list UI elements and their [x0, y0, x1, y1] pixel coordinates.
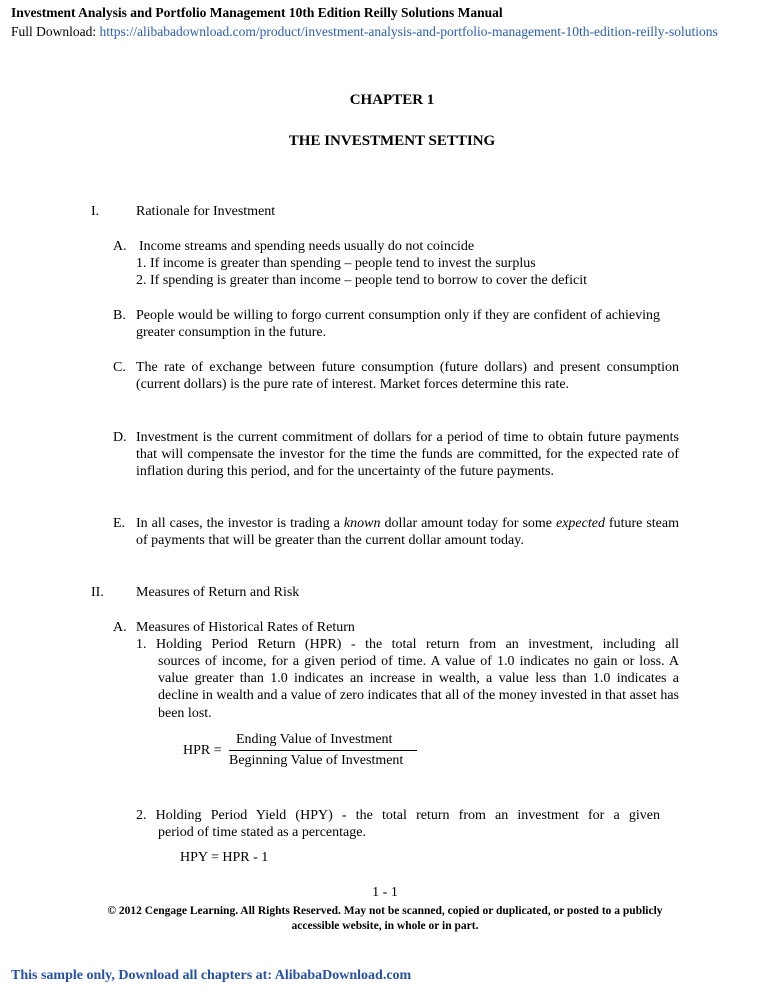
- item-e-text-part-3: future steam of payments that will be greater than the current dollar amount today.: [136, 516, 679, 549]
- sample-download-note[interactable]: This sample only, Download all chapters at: AlibabaDownload.com: [11, 968, 412, 983]
- item-e-label: E.: [113, 516, 126, 531]
- section-2-heading: Measures of Return and Risk: [136, 585, 300, 600]
- item-e-text-part-1: In all cases, the investor is trading a: [136, 516, 344, 531]
- hpy-definition-first-line: 2. Holding Period Yield (HPY) - the total return from an investment for a given: [136, 808, 660, 823]
- item-e-text: [136, 515, 679, 549]
- item-d-text: Investment is the current commitment of dollars for a period of time to obtain future payments that will compensate the investor for the time the funds are committed, for the expected rate of inflation during this period, and for the uncertainty of the future payments.: [136, 430, 679, 480]
- hpy-definition-continued: period of time stated as a percentage.: [158, 825, 366, 840]
- item-d-label: D.: [113, 430, 127, 445]
- item-2a-text: Measures of Historical Rates of Return: [136, 620, 355, 635]
- page-number: 1 - 1: [372, 885, 398, 900]
- chapter-number: CHAPTER 1: [349, 92, 435, 108]
- item-c-label: C.: [113, 360, 126, 375]
- download-label: Full Download:: [11, 24, 100, 39]
- section-1-numeral: I.: [91, 204, 100, 219]
- hpr-formula-numerator: Ending Value of Investment: [236, 732, 393, 747]
- item-e-emphasis-known: known: [343, 516, 381, 531]
- item-a-label: A.: [113, 239, 127, 254]
- section-2-numeral: II.: [91, 585, 104, 600]
- hpy-formula: HPY = HPR - 1: [180, 850, 269, 865]
- download-line: [11, 24, 718, 40]
- item-b-text: People would be willing to forgo current consumption only if they are confident of achieving greater consumption in the future.: [136, 308, 660, 341]
- item-a-text: Income streams and spending needs usually do not coincide: [139, 239, 475, 254]
- download-link[interactable]: https://alibabadownload.com/product/investment-analysis-and-portfolio-management-10th-edition-reilly-solutions: [99, 24, 718, 39]
- hpr-definition-continued: sources of income, for a given period of time. A value of 1.0 indicates no gain or loss. A value greater than 1.0 indicates an increase in wealth, a value less than 1.0 indicates a decline in wealth and a value of zero indicates that all of the money invested in that asset has been lost.: [158, 654, 679, 721]
- item-e-text-part-2: dollar amount today for some: [380, 516, 556, 531]
- hpr-formula-lhs: HPR =: [183, 743, 222, 758]
- hpr-formula-denominator: Beginning Value of Investment: [229, 753, 404, 768]
- item-a-point-1: 1. If income is greater than spending – people tend to invest the surplus: [136, 256, 536, 271]
- copyright-notice: © 2012 Cengage Learning. All Rights Reserved. May not be scanned, copied or duplicated, or posted to a publicly accessible website, in whole or in part.: [107, 905, 663, 932]
- hpr-definition-first-line: 1. Holding Period Return (HPR) - the total return from an investment, including all: [136, 637, 679, 652]
- item-e-emphasis-expected: expected: [555, 516, 605, 531]
- section-1-heading: Rationale for Investment: [136, 204, 276, 219]
- item-c-text: The rate of exchange between future consumption (future dollars) and present consumption (current dollars) is the pure rate of interest. Market forces determine this rate.: [136, 360, 679, 393]
- item-b-label: B.: [113, 308, 126, 323]
- document-header-title: Investment Analysis and Portfolio Management 10th Edition Reilly Solutions Manual: [11, 5, 503, 20]
- item-a-point-2: 2. If spending is greater than income – people tend to borrow to cover the deficit: [136, 273, 587, 288]
- chapter-title: THE INVESTMENT SETTING: [288, 133, 496, 149]
- item-2a-label: A.: [113, 620, 127, 635]
- hpr-fraction-bar: [229, 750, 417, 751]
